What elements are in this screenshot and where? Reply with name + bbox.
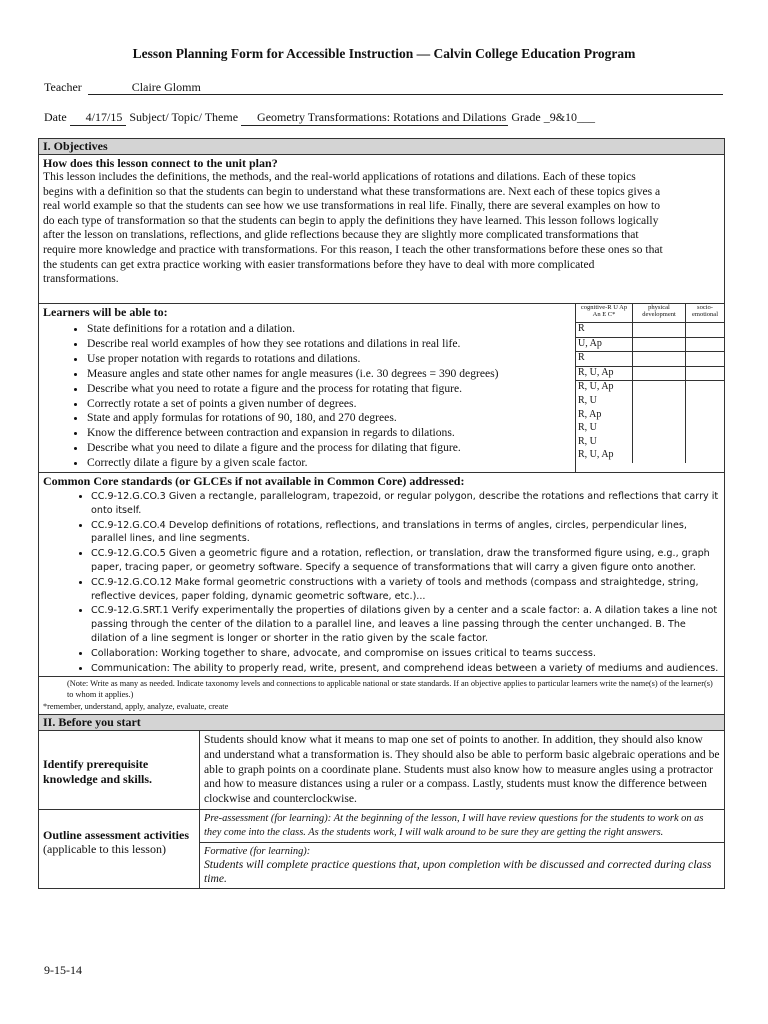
pre-assessment-label: Pre-assessment (for learning): [204,812,332,824]
cognitive-header: cognitive-R U Ap An E C* [576,304,633,323]
paragraph-line: This lesson includes the definitions, the methods, and the real-world applications of rotations and dilations. Each of these topics [43,170,636,183]
domain-row [576,366,724,381]
objective-item: • Measure angles and state other names for angle measures (i.e. 30 degrees = 390 degrees) [87,367,571,382]
objective-item: • Describe what you need to dilate a figure and the process for dilating that figure. [87,441,571,456]
standard-item: • CC.9-12.G.CO.3 Given a rectangle, parallelogram, trapezoid, or regular polygon, describe the rotations and reflections that carry it onto itself. [91,490,720,518]
date-label: Date [44,110,67,124]
grade-label: Grade [511,110,541,124]
objective-item: • Correctly rotate a set of points a given number of degrees. [87,397,571,412]
learners-heading: Learners will be able to: [43,305,168,319]
physical-cell [633,449,686,463]
socio-cell [686,449,725,463]
paragraph-line: real world example so that the students can see how we use transformations in real life. Finally, there are several examples on how to [43,199,661,213]
assessment-label: Outline assessment activities [43,827,189,842]
physical-cell [633,323,686,338]
footer-date: 9-15-14 [44,963,82,977]
domain-columns [575,304,724,472]
cognitive-cell: U, Ap [576,337,633,352]
assessment-values [200,810,724,888]
prereq-label: Identify prerequisite knowledge and skills. [39,731,200,809]
taxonomy-footnote: *remember, understand, apply, analyze, evaluate, create [43,702,229,712]
socio-cell [686,366,725,381]
socio-cell [686,395,725,409]
physical-cell [633,381,686,395]
paragraph-line: after the lesson on translations, reflections, and glide reflections because they are slightly more complicated transformations that [43,228,639,242]
teacher-underline [88,80,723,95]
teacher-label: Teacher [44,80,82,94]
domain-row [576,395,724,409]
common-core-block [39,473,724,677]
physical-cell [633,422,686,436]
domain-row [576,352,724,367]
objective-item: • Describe what you need to rotate a figure and the process for rotating that figure. [87,382,571,397]
paragraph-line: require more knowledge and practice with transformations. For this reason, I teach the other transformations before these ones so that [43,242,663,256]
learners-block [39,304,724,473]
objective-list [43,322,571,471]
common-core-list [43,490,720,675]
cognitive-cell: R, U, Ap [578,449,614,461]
cognitive-cell: R, U [578,394,597,406]
unit-plan-connection [39,155,724,304]
domain-row [576,381,724,395]
socio-cell [686,352,725,367]
standard-item: • Collaboration: Working together to share, advocate, and compromise on issues critical to teams success. [91,647,720,661]
pre-assessment-text: At the beginning of the lesson, I will have review questions for the students to work on as they come into the class. As the students work, I will walk around to be sure they are getting the right answers. [204,812,704,838]
domain-header-row [576,304,724,323]
teacher-name: Claire Glomm [131,80,201,94]
socio-cell [686,422,725,436]
socio-header: socio-emotional [686,304,725,323]
objective-item: • Describe real world examples of how they see rotations and dilations in real life. [87,337,571,352]
unit-plan-question: How does this lesson connect to the unit plan? [43,156,278,170]
learners-left [39,304,575,472]
physical-cell [633,436,686,450]
cognitive-cell: R [576,352,633,367]
subject-value: Geometry Transformations: Rotations and Dilations [241,110,508,126]
instructions-note: (Note: Write as many as needed. Indicate taxonomy levels and connections to applicable national or state standards. If an objective applies to particular learners write the name(s) of the learner(s) to whom it applies.) [67,679,713,700]
standard-item: • CC.9-12.G.CO.4 Develop definitions of rotations, reflections, and translations in terms of angles, circles, perpendicular lines, parallel lines, and line segments. [91,519,720,547]
objective-item: • Know the difference between contraction and expansion in regards to dilations. [87,426,571,441]
cognitive-cell: R, Ap [578,408,602,420]
socio-cell [686,436,725,450]
cognitive-cell: R, U [578,422,597,434]
cognitive-cell: R, U, Ap [576,366,633,381]
socio-cell [686,337,725,352]
standard-item: • CC.9-12.G.CO.12 Make formal geometric constructions with a variety of tools and methods (compass and straightedge, string, reflective devices, paper folding, dynamic geometric software, etc.)... [91,576,720,604]
objectives-section [38,138,725,715]
date-subject-row [44,110,595,126]
domain-table [576,304,724,463]
socio-cell [686,323,725,338]
formative-assessment [200,843,724,888]
standard-item: • CC.9-12.G.SRT.1 Verify experimentally the properties of dilations given by a center and a scale factor: a. A dilation takes a line not passing through the center of the dilation to a parallel line, and leaves a line passing through the center unchanged. B. The dilation of a line segment is longer or shorter in the ratio given by the scale factor. [91,604,720,645]
prereq-text: Students should know what it means to map one set of points to another. In addition, they should also know and understand what a transformation is. They should also be able to perform basic algebraic operations and be able to graph points on a coordinate plane. Students must also know how to measure angles using a protractor and how to measure distances using a ruler or a compass. Lastly, students must know the difference between clockwise and counterclockwise. [204,733,720,806]
cognitive-cell: R, U [578,435,597,447]
date-value: 4/17/15 [70,110,127,126]
paragraph-line: transformations. [43,272,119,286]
physical-cell [633,352,686,367]
before-you-start-section [38,714,725,889]
objective-item: • Use proper notation with regards to rotations and dilations. [87,352,571,367]
cognitive-cell: R [576,323,633,338]
domain-row [576,409,724,423]
page-title: Lesson Planning Form for Accessible Instruction — Calvin College Education Program [132,46,636,61]
objective-item: • State definitions for a rotation and a dilation. [87,322,571,337]
physical-cell [633,409,686,423]
physical-cell [633,395,686,409]
objective-item: • Correctly dilate a figure by a given scale factor. [87,456,571,471]
physical-header: physical development [633,304,686,323]
unit-plan-paragraph [43,170,720,287]
prereq-row [39,731,724,810]
formative-text: Students will complete practice questions that, upon completion with be discussed and corrected during class time. [204,857,712,885]
grade-value: _9&10___ [543,110,596,124]
socio-cell [686,409,725,423]
objective-item: • State and apply formulas for rotations of 90, 180, and 270 degrees. [87,411,571,426]
domain-row [576,323,724,338]
objectives-heading: I. Objectives [39,139,724,155]
domain-row [576,337,724,352]
paragraph-line: begins with a definition so that the students can begin to understand what these transformations are. Next each of these topics gives a [43,184,661,198]
paragraph-line: do each type of transformation so that the students can begin to apply the definitions they have learned. This lesson follows logically [43,213,659,227]
physical-cell [633,337,686,352]
domain-row [576,436,724,450]
domain-row [576,422,724,436]
standard-item: • Communication: The ability to properly read, write, present, and comprehend ideas between a variety of mediums and audiences. [91,662,720,676]
pre-assessment [200,810,724,843]
subject-label: Subject/ Topic/ Theme [129,110,239,124]
formative-label: Formative (for learning): [204,845,311,857]
standard-item: • CC.9-12.G.CO.5 Given a geometric figure and a rotation, reflection, or translation, draw the transformed figure using, e.g., graph paper, tracing paper, or geometry software. Specify a sequence of transformations that will carry a given figure onto another. [91,547,720,575]
before-heading: II. Before you start [39,715,724,731]
assessment-row [39,810,724,888]
cognitive-cell: R, U, Ap [578,381,614,393]
assessment-label-cell [39,810,200,888]
assessment-sublabel: (applicable to this lesson) [43,842,166,857]
physical-cell [633,366,686,381]
common-core-heading: Common Core standards (or GLCEs if not available in Common Core) addressed: [43,474,465,488]
paragraph-line: the students can get extra practice working with easier transformations before they have to deal with more complicated [43,257,595,271]
domain-row [576,449,724,463]
socio-cell [686,381,725,395]
